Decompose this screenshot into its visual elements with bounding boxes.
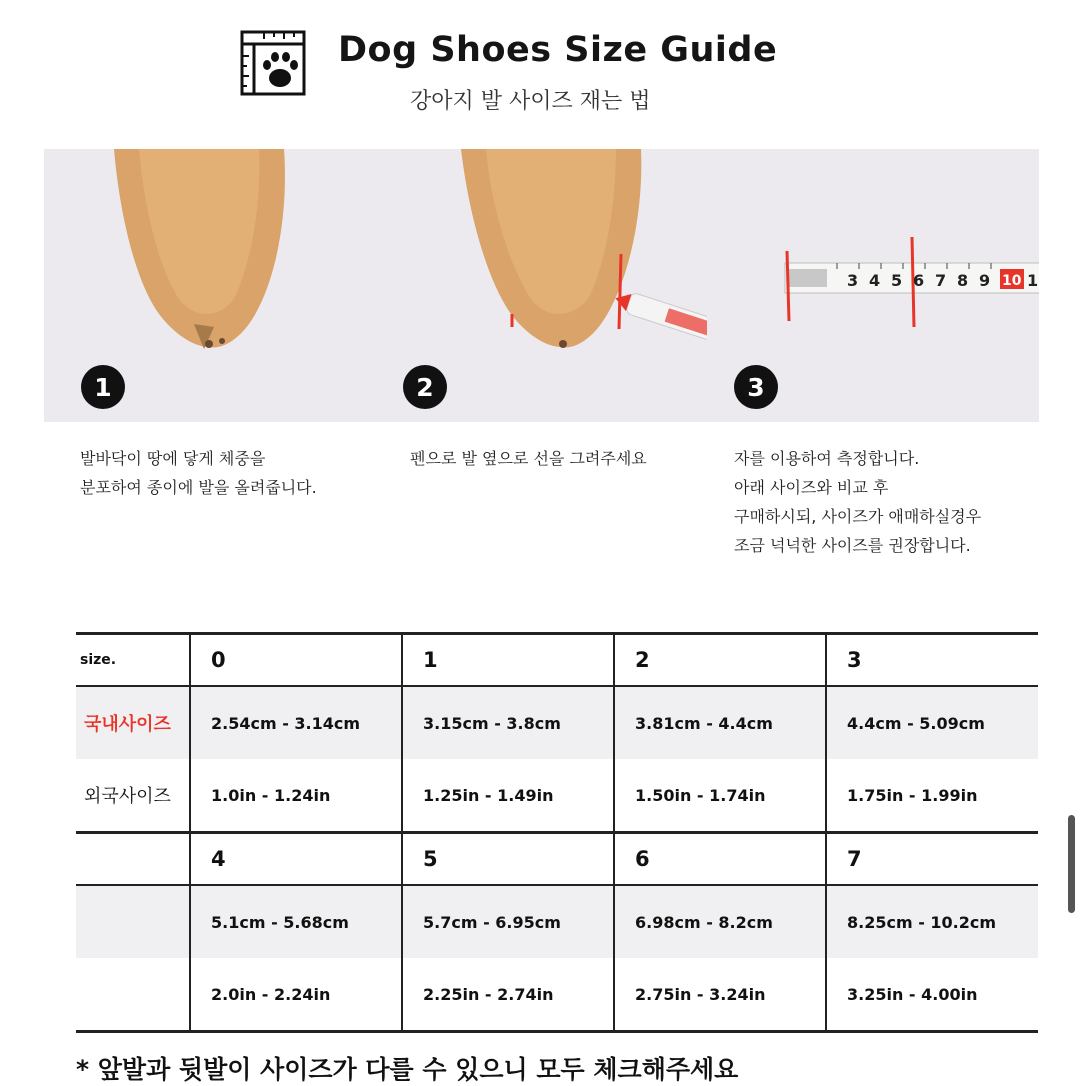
inch-range: 1.25in - 1.49in [402,759,614,833]
cm-range: 5.1cm - 5.68cm [190,885,402,958]
domestic-size-label-empty [76,885,190,958]
inch-range: 2.75in - 3.24in [614,958,826,1032]
size-number: 4 [190,833,402,886]
step-3-photo [707,149,1039,422]
ruler-number-highlight: 10 [1002,273,1022,289]
table-row [76,759,1038,833]
size-number: 6 [614,833,826,886]
inch-range: 2.25in - 2.74in [402,958,614,1032]
scrollbar[interactable] [1068,815,1075,913]
ruler-number: 8 [957,271,969,290]
foreign-size-label: 외국사이즈 [84,786,171,807]
size-number: 1 [402,634,614,687]
size-number: 7 [826,833,1038,886]
step-3-caption [734,444,981,560]
step-2-caption [410,444,647,473]
page-subtitle: 강아지 발 사이즈 재는 법 [410,89,651,114]
step-2-photo [376,149,707,422]
step-number-2: 2 [403,365,447,409]
table-row [76,686,1038,759]
caption-line: 구매하시되, 사이즈가 애매하실경우 [734,507,982,526]
cm-range: 4.4cm - 5.09cm [826,686,1038,759]
ruler-number: 9 [979,271,991,290]
size-label-empty [76,833,190,886]
domestic-size-label: 국내사이즈 [76,686,190,759]
ruler-number: 1 [1027,271,1039,290]
step-number-1: 1 [81,365,125,409]
ruler-paw-icon [238,28,308,98]
cm-range: 2.54cm - 3.14cm [190,686,402,759]
size-header-row [76,634,1038,687]
step-number-3: 3 [734,365,778,409]
inch-range: 1.50in - 1.74in [614,759,826,833]
step-1-caption [80,444,317,502]
step-1-photo [44,149,376,422]
ruler-number: 7 [935,271,947,290]
ruler-number: 5 [891,271,903,290]
foreign-size-label-empty [76,958,190,1032]
size-number: 2 [614,634,826,687]
caption-line: 펜으로 발 옆으로 선을 그려주세요 [410,449,647,468]
cm-range: 3.81cm - 4.4cm [614,686,826,759]
table-row [76,958,1038,1032]
caption-line: 조금 넉넉한 사이즈를 권장합니다. [734,536,971,555]
ruler-number: 3 [847,271,859,290]
cm-range: 6.98cm - 8.2cm [614,885,826,958]
ruler-number: 6 [913,271,925,290]
size-number: 3 [826,634,1038,687]
caption-line: 아래 사이즈와 비교 후 [734,478,889,497]
cm-range: 8.25cm - 10.2cm [826,885,1038,958]
size-label: size. [76,634,190,687]
cm-range: 5.7cm - 6.95cm [402,885,614,958]
page-title: Dog Shoes Size Guide [338,30,778,70]
size-number: 5 [402,833,614,886]
size-table [76,632,1038,1033]
caption-line: 자를 이용하여 측정합니다. [734,449,920,468]
cm-range: 3.15cm - 3.8cm [402,686,614,759]
table-row [76,885,1038,958]
footnote: * 앞발과 뒷발이 사이즈가 다를 수 있으니 모두 체크해주세요 [76,1055,739,1084]
size-number: 0 [190,634,402,687]
caption-line: 분포하여 종이에 발을 올려줍니다. [80,478,317,497]
size-header-row [76,833,1038,886]
inch-range: 2.0in - 2.24in [190,958,402,1032]
ruler-number: 4 [869,271,881,290]
guide-header [238,24,778,119]
caption-line: 발바닥이 땅에 닿게 체중을 [80,449,266,468]
inch-range: 3.25in - 4.00in [826,958,1038,1032]
inch-range: 1.0in - 1.24in [190,759,402,833]
inch-range: 1.75in - 1.99in [826,759,1038,833]
